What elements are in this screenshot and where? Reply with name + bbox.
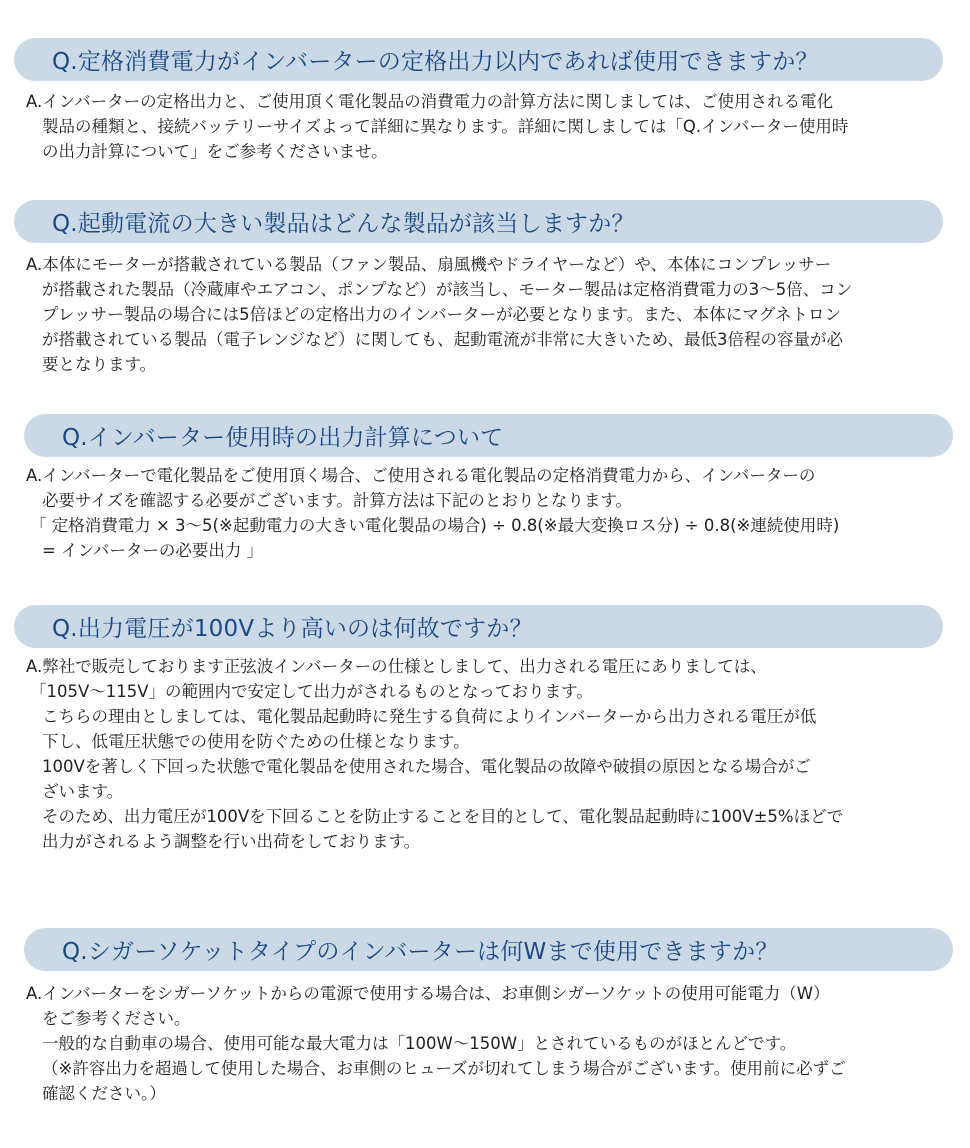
answer-line: 出力がされるよう調整を行い出荷をしております。	[42, 832, 421, 851]
answer-line: 要となります。	[42, 355, 157, 374]
answer-line: 100Vを著しく下回った状態で電化製品を使用された場合、電化製品の故障や破損の原因となる場合がご	[42, 757, 811, 776]
formula-result-line: = インバーターの必要出力 」	[42, 541, 264, 560]
question-bar	[14, 605, 943, 648]
answer-line: の出力計算について」をご参考くださいませ。	[42, 142, 388, 161]
answer-line: A.インバーターをシガーソケットからの電源で使用する場合は、お車側シガーソケットの使用可能電力（W）	[26, 984, 830, 1003]
answer-line: A.本体にモーターが搭載されている製品（ファン製品、扇風機やドライヤーなど）や、本体にコンプレッサー	[26, 255, 832, 274]
answer-line: が搭載されている製品（電子レンジなど）に関しても、起動電流が非常に大きいため、最低3倍程の容量が必	[42, 330, 844, 349]
answer-line: A.インバーターの定格出力と、ご使用頂く電化製品の消費電力の計算方法に関しましては、ご使用される電化	[26, 92, 834, 111]
answer-text	[26, 981, 846, 1106]
answer-line: をご参考ください。	[42, 1009, 191, 1028]
answer-text	[26, 89, 848, 164]
question-heading: Q.定格消費電力がインバーターの定格出力以内であれば使用できますか？	[52, 49, 819, 75]
answer-line: 必要サイズを確認する必要がございます。計算方法は下記のとおりとなります。	[42, 491, 633, 510]
answer-line: そのため、出力電圧が100Vを下回ることを防止することを目的として、電化製品起動時に100V±5%ほどで	[42, 807, 844, 826]
formula-line: 「 定格消費電力 × 3〜5(※起動電力の大きい電化製品の場合) ÷ 0.8(※最大変換ロス分) ÷ 0.8(※連続使用時)	[30, 516, 840, 535]
answer-line: プレッサー製品の場合には5倍ほどの定格出力のインバーターが必要となります。また、本体にマグネトロン	[42, 305, 842, 324]
answer-text	[26, 252, 852, 377]
answer-line: ざいます。	[42, 782, 124, 801]
question-bar	[24, 414, 953, 457]
answer-line: 一般的な自動車の場合、使用可能な最大電力は「100W〜150W」とされているものがほとんどです。	[42, 1034, 797, 1053]
answer-line: A.弊社で販売しております正弦波インバーターの仕様としまして、出力される電圧にありましては、	[26, 657, 767, 676]
answer-line: が搭載された製品（冷蔵庫やエアコン、ポンプなど）が該当し、モーター製品は定格消費電力の3〜5倍、コン	[42, 280, 853, 299]
question-bar	[24, 928, 953, 971]
answer-line: （※許容出力を超過して使用した場合、お車側のヒューズが切れてしまう場合がございます。使用前に必ずご	[42, 1059, 846, 1078]
answer-line: 下し、低電圧状態での使用を防ぐための仕様となります。	[42, 732, 470, 751]
answer-line: A.インバーターで電化製品をご使用頂く場合、ご使用される電化製品の定格消費電力から、インバーターの	[26, 466, 816, 485]
question-bar	[14, 38, 943, 81]
answer-line: 「105V〜115V」の範囲内で安定して出力がされるものとなっております。	[30, 682, 593, 701]
question-heading: Q.シガーソケットタイプのインバーターは何Wまで使用できますか？	[62, 939, 779, 965]
question-heading: Q.起動電流の大きい製品はどんな製品が該当しますか？	[52, 211, 635, 237]
answer-line: 製品の種類と、接続バッテリーサイズよって詳細に異なります。詳細に関しましては「Q.インバーター使用時	[42, 117, 849, 136]
question-heading: Q.インバーター使用時の出力計算について	[62, 425, 504, 451]
question-heading: Q.出力電圧が100Vより高いのは何故ですか？	[52, 616, 533, 642]
answer-text	[26, 463, 839, 563]
question-bar	[14, 200, 943, 243]
answer-line: 確認ください。）	[42, 1084, 166, 1103]
answer-line: こちらの理由としましては、電化製品起動時に発生する負荷によりインバーターから出力される電圧が低	[42, 707, 817, 726]
answer-text	[26, 654, 843, 854]
